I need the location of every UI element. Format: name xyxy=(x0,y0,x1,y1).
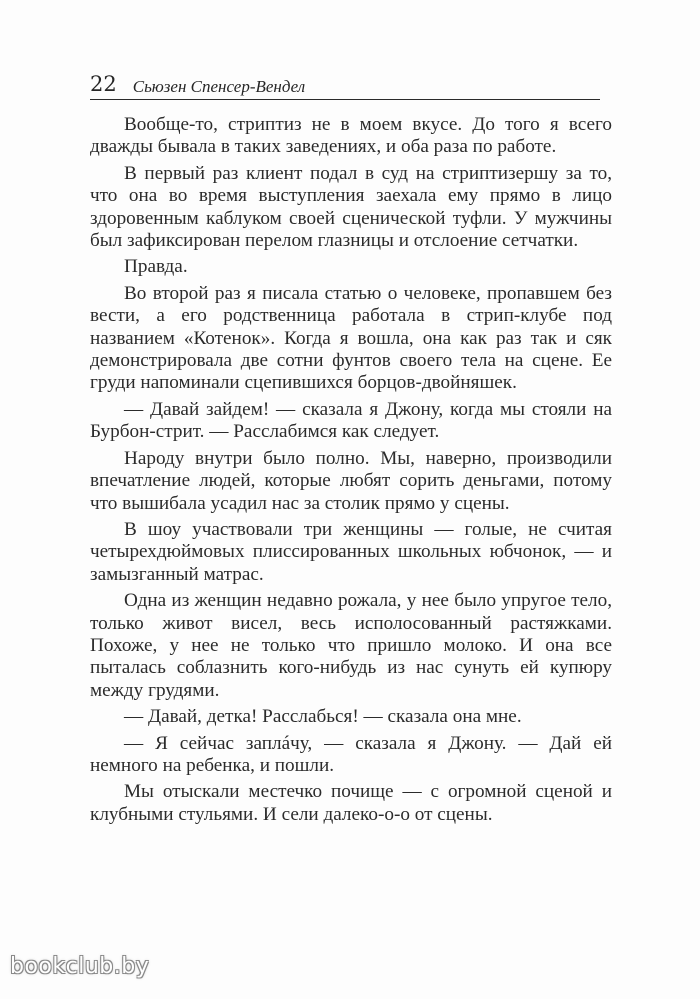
paragraph: Правда. xyxy=(124,256,188,278)
paragraph: — Я сейчас заплáчу, — сказала я Джону. — Дай ей немного на ребенка, и пошли. xyxy=(90,732,612,776)
paragraph: Одна из женщин недавно рожала, у нее было упругое тело, только живот висел, весь исполосованный растяжками. Похоже, у нее не только что пришло молоко. И она все пыталась соблазнить кого-нибудь из нас сунуть ей купюру между грудями. xyxy=(90,590,612,701)
paragraph: — Давай, детка! Расслабься! — сказала она мне. xyxy=(124,706,522,728)
paragraph: Мы отыскали местечко почище — с огромной сценой и клубными стульями. И сели далеко-о-о от сцены. xyxy=(90,781,612,825)
paragraph: Во второй раз я писала статью о человеке, пропавшем без вести, а его родственница работала в стрип-клубе под названием «Котенок». Когда я вошла, она как раз так и сяк демонстрировала две сотни фунтов своего тела на сцене. Ее груди напоминали сцепившихся борцов-двойняшек. xyxy=(90,282,612,394)
paragraph: Вообще-то, стриптиз не в моем вкусе. До того я всего дважды бывала в таких заведениях, и оба раза по работе. xyxy=(90,114,612,158)
paragraph: В шоу участвовали три женщины — голые, не считая четырехдюймовых плиссированных школьных юбчонок, — и замызганный матрас. xyxy=(90,518,612,585)
body-text xyxy=(90,114,612,830)
page-header xyxy=(90,70,600,100)
running-head-author: Сьюзен Спенсер-Вендел xyxy=(132,77,306,96)
page-number: 22 xyxy=(90,72,117,96)
watermark-logo: bookclub.by xyxy=(10,954,150,979)
paragraph: В первый раз клиент подал в суд на стриптизершу за то, что она во время выступления заехала ему прямо в лицо здоровенным каблуком своей сценической туфли. У мужчины был зафиксирован перелом глазницы и отслоение сетчатки. xyxy=(90,162,612,252)
paragraph: Народу внутри было полно. Мы, наверно, производили впечатление людей, которые любят сорить деньгами, потому что вышибала усадил нас за столик прямо у сцены. xyxy=(90,447,612,514)
paragraph: — Давай зайдем! — сказала я Джону, когда мы стояли на Бурбон-стрит. — Расслабимся как следует. xyxy=(90,398,612,443)
